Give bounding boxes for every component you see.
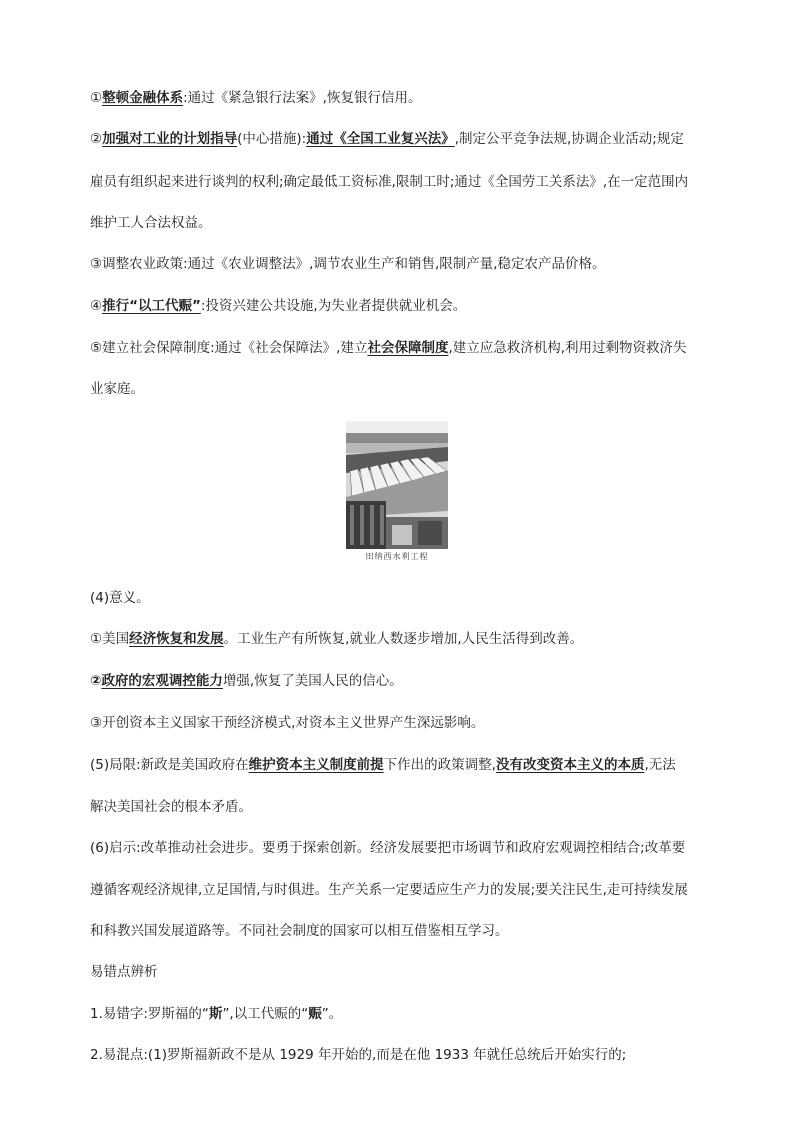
number-mark: ② — [90, 673, 102, 689]
key-term: 加强对工业的计划指导 — [102, 131, 238, 147]
number-mark: ② — [90, 131, 103, 147]
measure-text: ,制定公平竞争法规,协调企业活动;规定 — [454, 131, 684, 147]
measure-3-agriculture: ③调整农业政策:通过《农业调整法》,调节农业生产和销售,限制产量,稳定农产品价格。 — [90, 256, 606, 272]
measure-5-social-security — [90, 338, 720, 358]
significance-2 — [90, 671, 720, 691]
number-mark: ① — [90, 90, 103, 106]
measure-2-line-3: 维护工人合法权益。 — [90, 215, 212, 231]
measure-text: :通过《紧急银行法案》,恢复银行信用。 — [183, 90, 422, 106]
tva-dam-photo — [346, 421, 448, 549]
key-char: 斯 — [208, 1006, 223, 1022]
error-analysis-title: 易错点辨析 — [90, 964, 158, 980]
item-text: ”,以工代赈的“ — [222, 1006, 309, 1022]
number-mark: ④ — [90, 298, 103, 314]
key-term: 社会保障制度 — [367, 340, 449, 356]
significance-3: ③开创资本主义国家干预经济模式,对资本主义世界产生深远影响。 — [90, 715, 485, 731]
measure-5-line-2: 业家庭。 — [90, 381, 144, 397]
section-6-line-3: 和科教兴国发展道路等。不同社会制度的国家可以相互借鉴相互学习。 — [90, 923, 509, 939]
error-point-1 — [90, 1004, 720, 1024]
measure-2-line-2: 雇员有组织起来进行谈判的权利;确定最低工资标准,限制工时;通过《全国劳工关系法》,在一定范围内 — [90, 174, 689, 190]
item-text: 。工业生产有所恢复,就业人数逐步增加,人民生活得到改善。 — [223, 631, 584, 647]
item-text: 1.易错字:罗斯福的“ — [90, 1006, 209, 1022]
key-term: 整顿金融体系 — [102, 90, 184, 106]
section-4-title: (4)意义。 — [90, 590, 150, 606]
measure-text: ⑤建立社会保障制度:通过《社会保障法》,建立 — [90, 340, 368, 356]
figure-caption: 田纳西水利工程 — [365, 552, 429, 561]
section-6-line-1: (6)启示:改革推动社会进步。要勇于探索创新。经济发展要把市场调节和政府宏观调控相结合;改革要 — [90, 840, 686, 856]
item-text: (5)局限:新政是美国政府在 — [90, 757, 249, 773]
item-text: ①美国 — [90, 631, 130, 647]
item-text: ”。 — [321, 1006, 343, 1022]
item-text: 增强,恢复了美国人民的信心。 — [222, 673, 403, 689]
key-char: 赈 — [308, 1006, 322, 1022]
measure-text: :投资兴建公共设施,为失业者提供就业机会。 — [200, 298, 467, 314]
error-point-2: 2.易混点:(1)罗斯福新政不是从 1929 年开始的,而是在他 1933 年就任总统后开始实行的; — [90, 1047, 627, 1063]
item-text: ,无法 — [644, 757, 676, 773]
dam-photo-image — [346, 421, 448, 549]
measure-1-finance — [90, 88, 720, 108]
key-term: 通过《全国工业复兴法》 — [306, 131, 455, 147]
section-6-line-2: 遵循客观经济规律,立足国情,与时俱进。生产关系一定要适应生产力的发展;要关注民生,走可持续发展 — [90, 882, 688, 898]
key-term: 经济恢复和发展 — [129, 631, 224, 647]
measure-text: ,建立应急救济机构,利用过剩物资救济失 — [448, 340, 687, 356]
item-text: 下作出的政策调整, — [383, 757, 496, 773]
measure-4-work-relief — [90, 296, 720, 316]
section-5-limitation — [90, 755, 720, 775]
section-5-line-2: 解决美国社会的根本矛盾。 — [90, 799, 252, 815]
measure-2-industry — [90, 129, 720, 149]
significance-1 — [90, 629, 720, 649]
key-term: 没有改变资本主义的本质 — [495, 757, 645, 773]
key-term: 政府的宏观调控能力 — [101, 673, 223, 689]
key-term: 推行“以工代赈” — [102, 298, 201, 314]
measure-text: (中心措施): — [237, 131, 307, 147]
key-term: 维护资本主义制度前提 — [248, 757, 384, 773]
